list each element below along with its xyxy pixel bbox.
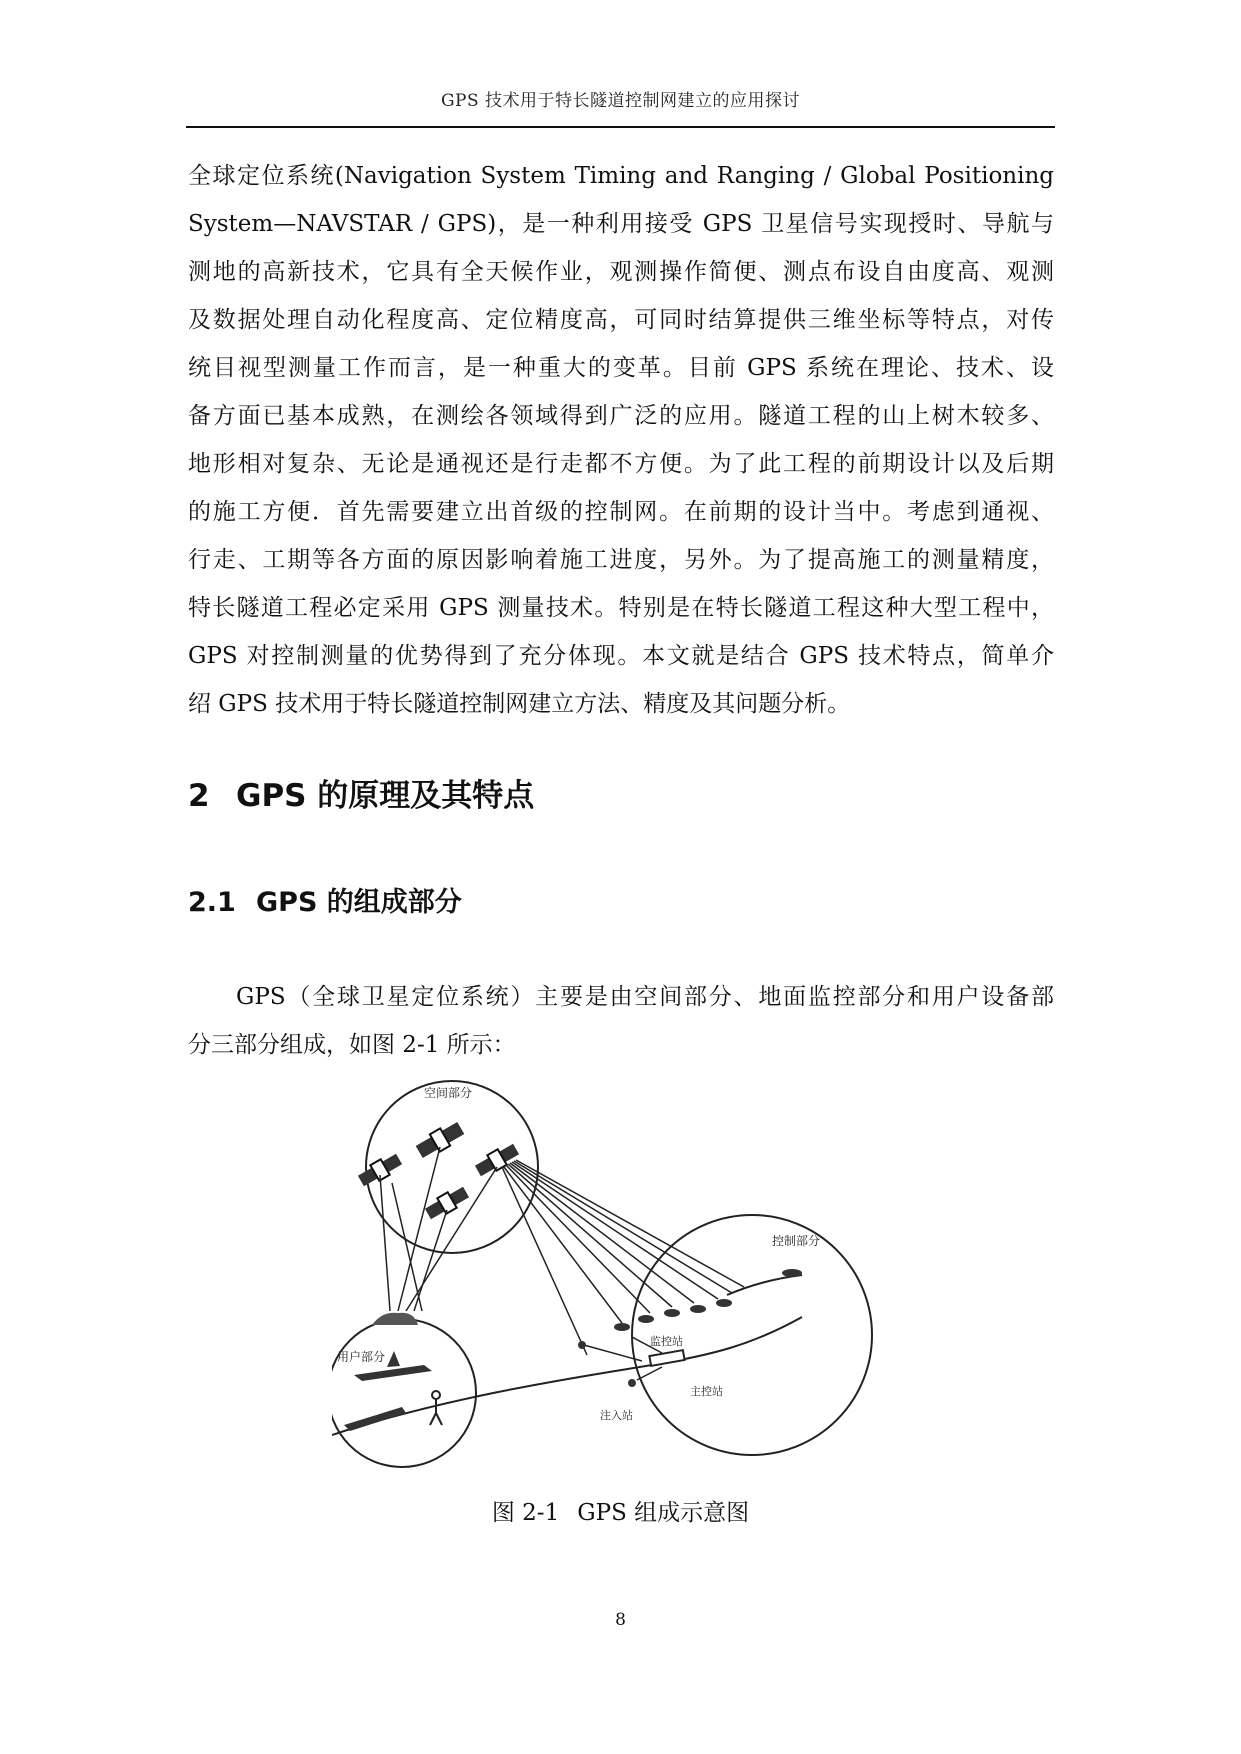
label-master: 主控站 [690,1385,723,1398]
paragraph-line: 测地的高新技术，它具有全天候作业，观测操作简便、测点布设自由度高、观测 [188,259,1054,285]
master-control-icon [649,1350,684,1366]
page-number: 8 [615,1610,626,1630]
paragraph-line: 绍 GPS 技术用于特长隧道控制网建立方法、精度及其问题分析。 [188,691,851,717]
ground-line [332,1317,802,1435]
figure-caption [0,1494,1241,1527]
antenna-icon [782,1269,802,1277]
paragraph-line: 统目视型测量工作而言，是一种重大的变革。目前 GPS 系统在理论、技术、设 [188,355,1054,381]
label-monitor: 监控站 [650,1335,683,1348]
paragraph-line: 地形相对复杂、无论是通视还是行走都不方便。为了此工程的前期设计以及后期 [188,451,1054,477]
label-inject: 注入站 [600,1409,633,1422]
label-user: 用户部分 [337,1350,386,1364]
person-icon [430,1391,442,1425]
paragraph-line: 备方面已基本成熟，在测绘各领域得到广泛的应用。隧道工程的山上树木较多、 [188,403,1054,429]
user-segment-circle [332,1319,476,1467]
paragraph-line: 全球定位系统(Navigation System Timing and Ranging / Global Positioning [188,163,1054,189]
airplane-icon [354,1365,432,1381]
paragraph-line: GPS 对控制测量的优势得到了充分体现。本文就是结合 GPS 技术特点，简单介 [188,643,1054,669]
running-header: GPS 技术用于特长隧道控制网建立的应用探讨 [440,91,801,111]
paragraph-1 [188,152,1054,728]
inject-station-icon [628,1379,636,1387]
section-heading [188,770,534,815]
ship-icon [344,1407,406,1431]
figure-number: 图 2-1 [491,1500,560,1526]
paragraph-line: 分三部分组成，如图 2-1 所示： [188,1032,516,1058]
section-number: 2 [188,778,210,814]
label-control: 控制部分 [772,1234,821,1248]
paragraph-2 [188,973,1054,1069]
paragraph-line: 行走、工期等各方面的原因影响着施工进度，另外。为了提高施工的测量精度， [188,547,1054,573]
satellite-icon [423,1184,470,1222]
paragraph-line: 特长隧道工程必定采用 GPS 测量技术。特别是在特长隧道工程这种大型工程中， [188,595,1054,621]
paragraph-line: GPS（全球卫星定位系统）主要是由空间部分、地面监控部分和用户设备部 [236,984,1054,1010]
header-rule [186,126,1055,128]
section-title: GPS 的原理及其特点 [236,778,535,814]
user-equipment-icon [372,1313,418,1325]
airplane-wing-icon [387,1351,400,1367]
gps-composition-diagram [332,1075,902,1475]
subsection-heading [188,880,462,919]
paragraph-line: 及数据处理自动化程度高、定位精度高，可同时结算提供三维坐标等特点，对传 [188,307,1054,333]
subsection-title: GPS 的组成部分 [256,887,462,918]
label-space: 空间部分 [424,1086,473,1100]
paragraph-line: System—NAVSTAR / GPS)，是一种利用接受 GPS 卫星信号实现授时、导航与 [188,211,1054,237]
paragraph-line: 的施工方便．首先需要建立出首级的控制网。在前期的设计当中。考虑到通视、 [188,499,1054,525]
subsection-number: 2.1 [188,887,236,918]
inject-station-icon [578,1341,586,1349]
figure-caption-text: GPS 组成示意图 [577,1500,750,1526]
satellite-icon [414,1119,466,1160]
link-line [727,1275,802,1295]
